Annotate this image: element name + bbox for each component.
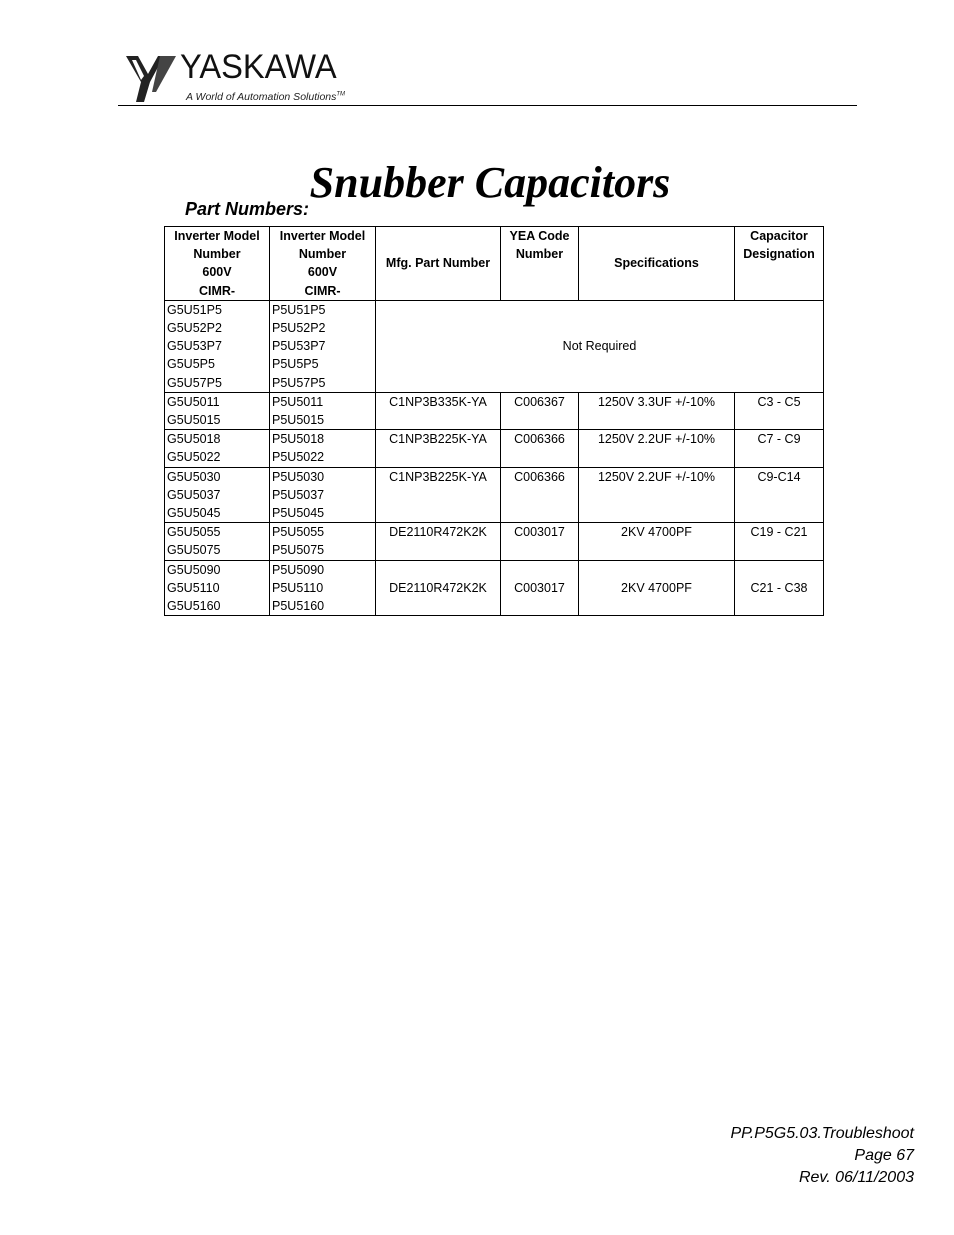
yaskawa-logo-mark-icon xyxy=(124,50,182,104)
yea-code-cell: C003017 xyxy=(501,523,579,560)
yea-code-cell: C006366 xyxy=(501,467,579,523)
g-model-cell: G5U5055 G5U5075 xyxy=(165,523,270,560)
table-row xyxy=(165,300,824,392)
designation-cell: C21 - C38 xyxy=(735,560,824,616)
g-model-cell: G5U51P5 G5U52P2 G5U53P7 G5U5P5 G5U57P5 xyxy=(165,300,270,392)
mfg-part-cell: C1NP3B225K-YA xyxy=(376,430,501,467)
revision-date: Rev. 06/11/2003 xyxy=(798,1169,914,1186)
spec-cell: 1250V 2.2UF +/-10% xyxy=(579,467,735,523)
p-model-cell: P5U5055 P5U5075 xyxy=(270,523,376,560)
p-model-cell: P5U5018 P5U5022 xyxy=(270,430,376,467)
g-model-cell: G5U5011 G5U5015 xyxy=(165,392,270,429)
page-footer xyxy=(730,1123,914,1189)
spec-cell: 1250V 3.3UF +/-10% xyxy=(579,392,735,429)
spec-cell: 1250V 2.2UF +/-10% xyxy=(579,430,735,467)
section-subtitle: Part Numbers: xyxy=(185,199,310,219)
table-row xyxy=(165,523,824,560)
mfg-part-cell: DE2110R472K2K xyxy=(376,523,501,560)
g-model-cell: G5U5018 G5U5022 xyxy=(165,430,270,467)
yea-code-cell: C003017 xyxy=(501,560,579,616)
header-yea-code: YEA Code Number xyxy=(501,227,579,301)
table-row xyxy=(165,467,824,523)
header-g-model: Inverter Model Number 600V CIMR- xyxy=(165,227,270,301)
header-specifications: Specifications xyxy=(579,227,735,301)
snubber-parts-table xyxy=(164,226,824,616)
table-row xyxy=(165,560,824,616)
g-model-cell: G5U5090 G5U5110 G5U5160 xyxy=(165,560,270,616)
document-id: PP.P5G5.03.Troubleshoot xyxy=(730,1125,914,1142)
mfg-part-cell: C1NP3B225K-YA xyxy=(376,467,501,523)
designation-cell: C19 - C21 xyxy=(735,523,824,560)
table-row xyxy=(165,392,824,429)
mfg-part-cell: C1NP3B335K-YA xyxy=(376,392,501,429)
yea-code-cell: C006367 xyxy=(501,392,579,429)
designation-cell: C7 - C9 xyxy=(735,430,824,467)
trademark-mark: TM xyxy=(336,91,346,98)
header-divider xyxy=(118,105,857,106)
page-number: Page 67 xyxy=(854,1147,914,1164)
designation-cell: C3 - C5 xyxy=(735,392,824,429)
header-capacitor-designation: Capacitor Designation xyxy=(735,227,824,301)
not-required-cell: Not Required xyxy=(376,300,824,392)
table-row xyxy=(165,430,824,467)
p-model-cell: P5U5030 P5U5037 P5U5045 xyxy=(270,467,376,523)
table-header-row xyxy=(165,227,824,301)
page-title: Snubber Capacitors xyxy=(309,158,671,207)
designation-cell: C9-C14 xyxy=(735,467,824,523)
header-p-model: Inverter Model Number 600V CIMR- xyxy=(270,227,376,301)
brand-name: YASKAWA xyxy=(180,48,337,86)
p-model-cell: P5U5011 P5U5015 xyxy=(270,392,376,429)
spec-cell: 2KV 4700PF xyxy=(579,523,735,560)
brand-tagline: A World of Automation Solutions™ xyxy=(186,91,346,103)
g-model-cell: G5U5030 G5U5037 G5U5045 xyxy=(165,467,270,523)
yaskawa-logo xyxy=(124,50,364,106)
p-model-cell: P5U51P5 P5U52P2 P5U53P7 P5U5P5 P5U57P5 xyxy=(270,300,376,392)
p-model-cell: P5U5090 P5U5110 P5U5160 xyxy=(270,560,376,616)
spec-cell: 2KV 4700PF xyxy=(579,560,735,616)
mfg-part-cell: DE2110R472K2K xyxy=(376,560,501,616)
yea-code-cell: C006366 xyxy=(501,430,579,467)
header-mfg-part: Mfg. Part Number xyxy=(376,227,501,301)
